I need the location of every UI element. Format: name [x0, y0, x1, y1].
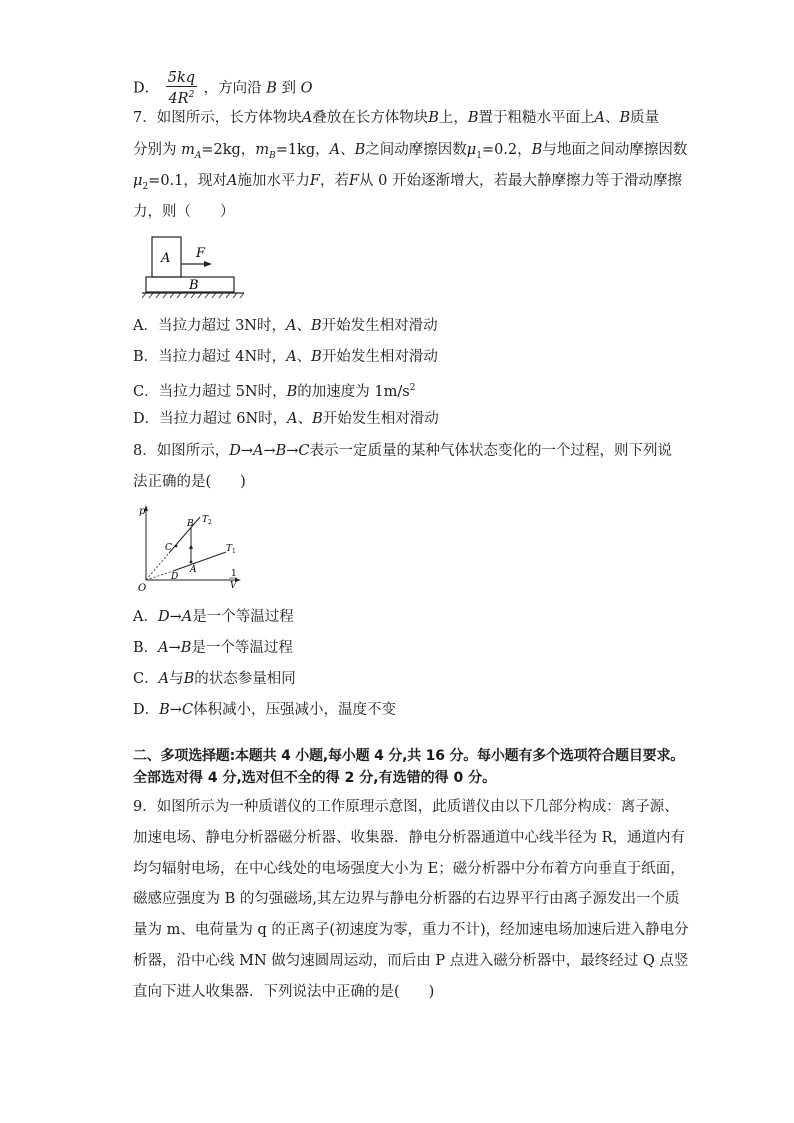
- option-text: ，方向沿: [203, 80, 262, 97]
- var-b: B: [531, 142, 543, 158]
- q9-stem-line4: 磁感应强度为 B 的匀强磁场,其左边界与静电分析器的右边界平行由离子源发出一个质: [133, 891, 680, 907]
- t1-dashed: [146, 571, 173, 580]
- t1-isotherm: [173, 552, 226, 571]
- fraction-denominator: [166, 87, 197, 107]
- t1-symbol: T: [226, 544, 233, 554]
- p-axis-label: p: [139, 506, 146, 517]
- stem-text: =0.1，现对: [148, 173, 227, 189]
- process-expression: B→C: [159, 702, 194, 718]
- q8-stem-line2: [133, 472, 246, 492]
- subscript: 2: [142, 181, 149, 192]
- stem-text: 力，则（ ）: [133, 204, 235, 220]
- q7-stem-line4: [133, 202, 235, 222]
- point-b-label: B: [187, 519, 194, 529]
- stem-text: 上，: [438, 110, 468, 126]
- stem-text: 叠放在长方体物块: [312, 110, 429, 126]
- denominator-exponent: 2: [188, 90, 195, 100]
- point-d-label: D: [171, 572, 179, 582]
- var-m: m: [255, 142, 270, 158]
- var-a: A: [158, 671, 170, 687]
- var-b: B: [311, 349, 322, 365]
- subscript: B: [269, 150, 276, 161]
- point-a-label: A: [190, 565, 197, 575]
- point-c: [175, 545, 178, 548]
- q8-option-d[interactable]: [133, 700, 396, 720]
- t2-isotherm: [169, 517, 200, 553]
- q7-option-b[interactable]: [133, 347, 438, 367]
- option-text: 、: [296, 318, 311, 334]
- stem-text: 之间动摩擦因数: [365, 142, 467, 158]
- stem-text: ，若: [319, 173, 349, 189]
- superscript: 2: [409, 383, 416, 393]
- var-mu: μ: [133, 173, 143, 189]
- var-a: A: [286, 349, 297, 365]
- var-f: F: [348, 173, 359, 189]
- q9-stem-line5: 量为 m、电荷量为 q 的正离子(初速度为零，重力不计)，经加速电场加速后进入静电分: [133, 922, 689, 938]
- var-a: A: [594, 110, 606, 126]
- option-text: 是一个等温过程: [192, 609, 294, 625]
- var-b: B: [266, 80, 277, 97]
- process-expression: D→A→B→C: [229, 443, 310, 459]
- point-a: [190, 561, 193, 564]
- inv-v-denominator: V: [230, 581, 237, 591]
- q7-blocks-figure: [140, 232, 252, 300]
- var-a: A: [287, 411, 298, 427]
- option-text: 与: [169, 671, 184, 687]
- option-text: 、: [296, 349, 312, 365]
- subscript: 1: [476, 150, 482, 161]
- q8-option-b[interactable]: [133, 638, 293, 658]
- q9-stem-line7: 直向下进人收集器．下列说法中正确的是( ): [133, 984, 435, 1000]
- q9-stem-line2: 加速电场、静电分析器磁分析器、收集器．静电分析器通道中心线半径为 R，通道内有: [133, 830, 686, 846]
- q7-stem-line2: [133, 140, 687, 166]
- var-o: O: [300, 80, 313, 97]
- option-text: 的加速度为 1m/s: [297, 383, 410, 400]
- q8-stem-line1: [133, 441, 672, 461]
- var-b: B: [183, 671, 195, 687]
- var-b: B: [467, 110, 479, 126]
- q8-option-a[interactable]: [133, 607, 294, 627]
- option-text: 到: [281, 80, 297, 97]
- fraction-numerator: 5kq: [167, 70, 196, 86]
- stem-text: 表示一定质量的某种气体状态变化的一个过程，则下列说: [309, 443, 673, 459]
- stem-text: 与地面之间动摩擦因数: [542, 142, 688, 158]
- option-label: D．: [133, 80, 160, 97]
- fraction: [166, 70, 197, 107]
- stem-text: 法正确的是( ): [133, 474, 246, 490]
- var-b: B: [286, 383, 298, 400]
- option-label: D．: [133, 702, 160, 718]
- var-a: A: [329, 142, 341, 158]
- q6-option-d[interactable]: [133, 70, 313, 107]
- stem-text: =0.2，: [481, 142, 532, 158]
- option-text: D．当拉力超过 6N时，: [133, 411, 288, 427]
- force-label: F: [196, 246, 206, 261]
- q7-stem-line3: [133, 171, 682, 197]
- stem-text: =1kg，: [275, 142, 330, 158]
- var-b: B: [312, 411, 323, 427]
- process-expression: D→A: [157, 609, 193, 625]
- option-text: 开始发生相对滑动: [321, 349, 438, 365]
- stem-text: =2kg，: [201, 142, 256, 158]
- t2-label: [202, 515, 212, 526]
- option-text: A．当拉力超过 3N时，: [133, 318, 286, 334]
- option-text: 开始发生相对滑动: [321, 318, 438, 334]
- option-text: C．当拉力超过 5N时，: [133, 383, 287, 400]
- q9-stem-line1: 9．如图所示为一种质谱仪的工作原理示意图，此质谱仪由以下几部分构成：离子源、: [133, 799, 679, 815]
- stem-text: 从 0 开始逐渐增大，若最大静摩擦力等于滑动摩擦: [359, 173, 682, 189]
- var-b: B: [619, 110, 631, 126]
- var-a: A: [226, 173, 238, 189]
- option-label: A．: [133, 609, 158, 625]
- point-c-label: C: [165, 543, 172, 553]
- t1-subscript: 1: [232, 548, 236, 555]
- q7-option-c[interactable]: [133, 378, 415, 402]
- origin-label: O: [138, 583, 147, 594]
- option-text: 是一个等温过程: [191, 640, 293, 656]
- stem-text: 、: [340, 142, 355, 158]
- q9-stem-line6: 析器，沿中心线 MN 做匀速圆周运动，而后由 P 点进入磁分析器中，最终经过 Q 点竖: [133, 953, 689, 969]
- q8-option-c[interactable]: [133, 669, 296, 689]
- inv-v-numerator: 1: [231, 569, 237, 579]
- var-m: m: [181, 142, 195, 158]
- var-mu: μ: [466, 142, 477, 158]
- process-expression: A→B: [158, 640, 192, 656]
- stem-text: 置于粗糙水平面上: [478, 110, 595, 126]
- var-f: F: [309, 173, 320, 189]
- force-arrow-head: [204, 261, 212, 267]
- option-text: 、: [297, 411, 313, 427]
- t1-label: [226, 544, 236, 555]
- option-label: B．: [133, 640, 159, 656]
- var-b: B: [354, 142, 366, 158]
- option-text: 体积减小，压强减小，温度不变: [193, 702, 397, 718]
- q7-stem-line1: [133, 108, 659, 128]
- option-text: 的状态参量相同: [194, 671, 296, 687]
- stem-text: 7．如图所示，长方体物块: [133, 110, 302, 126]
- q8-pv-diagram: [134, 502, 246, 594]
- var-b: B: [310, 318, 322, 334]
- a-to-b-arrow: [189, 544, 193, 549]
- q9-stem-line3: 均匀辐射电场，在中心线处的电场强度大小为 E；磁分析器中分布着方向垂直于纸面，: [133, 861, 685, 877]
- q7-option-a[interactable]: [133, 316, 438, 336]
- t2-subscript: 2: [208, 519, 212, 526]
- subscript: A: [194, 150, 202, 161]
- block-a-label: A: [161, 251, 171, 266]
- ground-hatching: [142, 293, 244, 298]
- option-label: C．: [133, 671, 159, 687]
- var-a: A: [286, 318, 297, 334]
- q7-option-d[interactable]: [133, 409, 439, 429]
- block-b-label: B: [189, 278, 199, 293]
- section-heading-line2: 全部选对得 4 分,选对但不全的得 2 分,有选错的得 0 分。: [133, 770, 497, 786]
- stem-text: 分别为: [133, 142, 177, 158]
- denominator-base: 4R: [168, 90, 189, 107]
- section-heading-line1: 二、多项选择题:本题共 4 小题,每小题 4 分,共 16 分。每小题有多个选项符合题目要求。: [133, 748, 685, 764]
- option-text: B．当拉力超过 4N时，: [133, 349, 287, 365]
- stem-text: 、: [605, 110, 620, 126]
- option-text: 开始发生相对滑动: [322, 411, 439, 427]
- stem-text: 8．如图所示，: [133, 443, 230, 459]
- var-b: B: [428, 110, 439, 126]
- stem-text: 施加水平力: [237, 173, 310, 189]
- t2-symbol: T: [202, 515, 209, 525]
- stem-text: 质量: [630, 110, 660, 126]
- var-a: A: [301, 110, 313, 126]
